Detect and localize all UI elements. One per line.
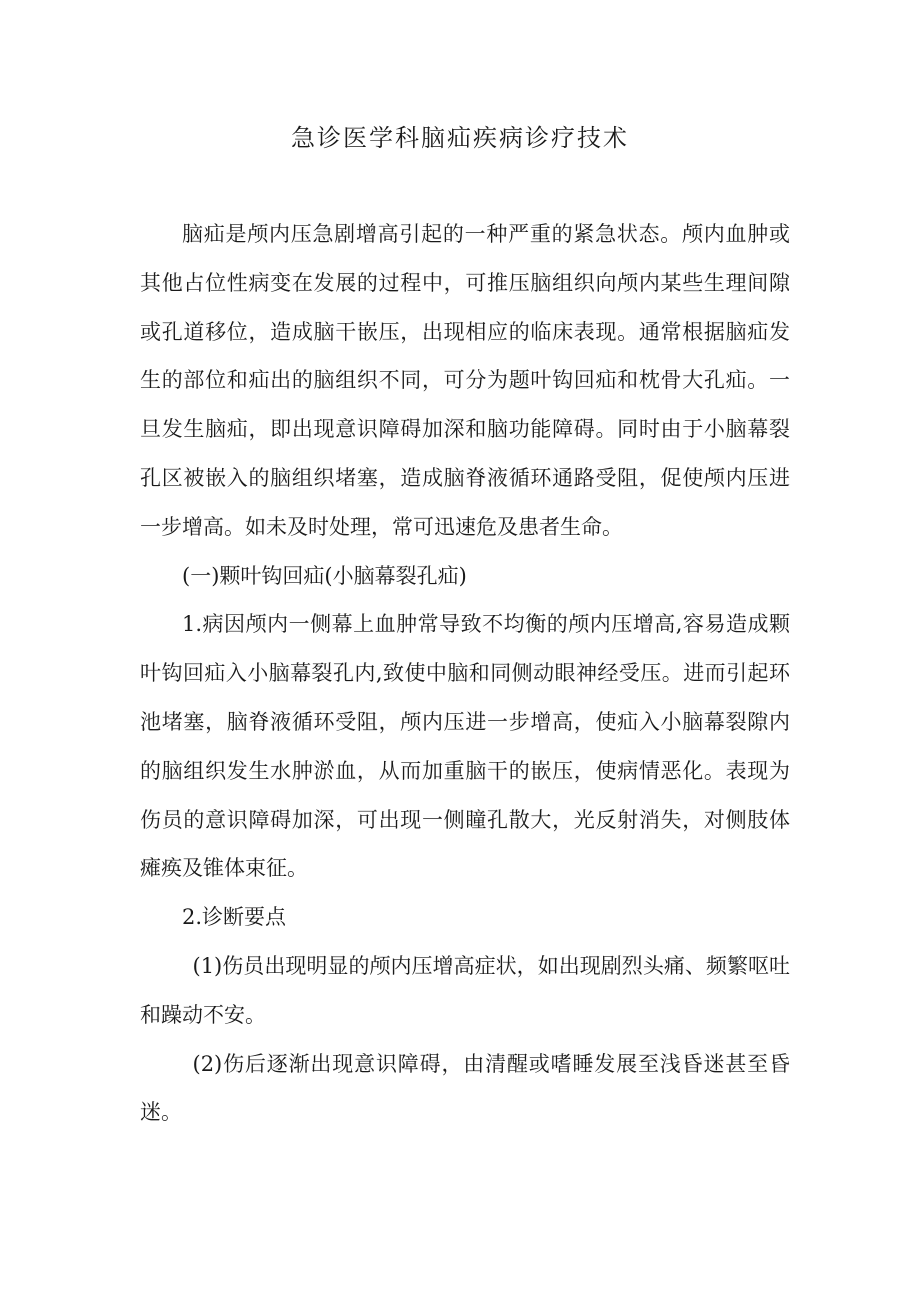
paragraph-intro: 脑疝是颅内压急剧增高引起的一种严重的紧急状态。颅内血肿或其他占位性病变在发展的过程中，可推压脑组织向颅内某些生理间隙或孔道移位，造成脑干嵌压，出现相应的临床表现。通常根据脑疝发生的部位和疝出的脑组织不同，可分为题叶钩回疝和枕骨大孔疝。一旦发生脑疝，即出现意识障碍加深和脑功能障碍。同时由于小脑幕裂孔区被嵌入的脑组织堵塞，造成脑脊液循环通路受阻，促使颅内压进一步增高。如未及时处理，常可迅速危及患者生命。 xyxy=(140,222,790,539)
document-title: 急诊医学科脑疝疾病诊疗技术 xyxy=(291,124,629,152)
list-item: (1)伤员出现明显的颅内压增高症状，如出现剧烈头痛、频繁呕吐和躁动不安。 xyxy=(140,953,790,1027)
paragraph-etiology: 1.病因颅内一侧幕上血肿常导致不均衡的颅内压增高,容易造成颗叶钩回疝入小脑幕裂孔内,致使中脑和同侧动眼神经受压。进而引起环池堵塞，脑脊液循环受阻，颅内压进一步增高，使疝入小脑幕裂隙内的脑组织发生水肿淤血，从而加重脑干的嵌压，使病情恶化。表现为伤员的意识障碍加深，可出现一侧瞳孔散大，光反射消失，对侧肢体瘫痪及锥体束征。 xyxy=(140,612,790,881)
list-item: (2)伤后逐渐出现意识障碍，由清醒或嗜睡发展至浅昏迷甚至昏迷。 xyxy=(140,1051,790,1125)
document-body xyxy=(140,210,790,1137)
section-heading: (一)颗叶钩回疝(小脑幕裂孔疝) xyxy=(182,563,467,588)
subsection-heading: 2.诊断要点 xyxy=(182,905,287,930)
